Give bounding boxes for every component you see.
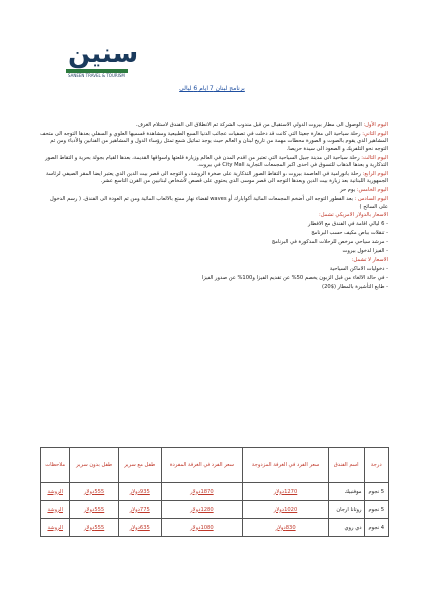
cell-single: 1870دولار [161,483,243,501]
day-text: الوصول الى مطار بيروت الدولي الاستقبال من قبل مندوب الشركة ثم الانطلاق الى الفندق لاستلام الغرف. [135,122,364,128]
header-double: سعر الفرد في الغرفة المزدوجة [243,448,328,483]
cell-notes: الروشة [41,483,70,501]
header-grade: درجة [364,448,388,483]
day-text: رحلة سياحية الى مغارة جعيتا التي كانت قد دخلت في تصفيات عجائب الدنيا السبع الطبيعية ومشاهدة قسميها العلوي و السفلي بعدها التوجه الى متحف المشاهير الذي يقوم بالصوت و الصورة محطات مهمة من تاريخ لبنان و العالم حيث يوجد تماثيل شمع تمثل رؤساء الدول و المشاهير من الفنانين والأدباء ومن ثم التوجه نحو التلفريك و الصعود الى سيدة حريصا. [40,130,388,152]
header-hotel: اسم الفندق [328,448,364,483]
cell-child-nobed: 555دولار [70,483,118,501]
day-label: اليوم الرابع: [362,170,388,177]
day-label: اليوم الخامس: [356,187,388,194]
include-item: - الفيزا لدخول بيروت [342,248,388,255]
cell-hotel: دي روي [328,519,364,537]
cell-child-bed: 635دولار [118,519,161,537]
program-title: برنامج لبنان 7 ايام 6 ليالي [179,85,245,92]
company-logo [62,39,139,79]
excludes-title: الاسعار لا تشمل: [351,257,388,263]
table-row [41,519,389,537]
header-child-nobed: طفل بدون سرير [70,448,118,483]
day-3 [40,155,388,170]
cell-child-bed: 935دولار [118,483,161,501]
cell-notes: الروشة [41,519,70,537]
cell-single: 1280دولار [161,501,243,519]
day-5 [40,187,388,194]
include-item: - تنقلات بباص مكيف حسب البرنامج [311,230,388,237]
includes-title: الاسعار بالدولار الامريكي تشمل: [319,212,388,219]
exclude-item: - دخوليات الاماكن السياحية [329,265,388,272]
day-label: اليوم الثاني: [362,130,388,137]
cell-child-nobed: 555دولار [70,519,118,537]
cell-notes: الروشة [41,501,70,519]
cell-double: 830دولار [243,519,328,537]
include-item: - مرشد سياحي مرخص للرحلات المذكورة في البرنامج [271,239,388,246]
header-single: سعر الفرد في الغرفة المفردة [161,448,243,483]
day-6 [40,196,388,211]
day-label: اليوم الأول: [363,122,388,128]
header-child-bed: طفل مع سرير [118,448,161,483]
logo-text: سنين [68,39,139,69]
table-row [41,483,389,501]
day-1 [40,122,388,129]
day-label: اليوم السادس : [354,196,388,203]
table-row [41,501,389,519]
cell-single: 1080دولار [161,519,243,537]
logo-subtitle: SANEEN TRAVEL & TOURISM [68,73,125,78]
day-text: رحلة بانورامية في العاصمة بيروت ،و التقاط الصور التذكارية على صخرة الروشة، و التوجه الى قصر بيت الدين الذي يعتبر ايضا المقر الصيفي لرئاسة الجمهورية اللبنانية بعد زيارة بيت الدين وبعدها التوجه الى قصر موسى الذي يحتوي على قصص لأشخاص لبنانيين من القرن التاسع عشر. [45,170,388,185]
exclude-item: - في حالة الالغاء من قبل الزبون يخصم 50% عن تقديم الفيزا و100% عن صدور الفيزا [201,274,388,281]
day-2 [40,131,388,153]
cell-grade: 4 نجوم [364,519,388,537]
day-text: رحلة سياحية الى مدينة جبيل السياحية التي تعتبر من اقدم المدن في العالم وزيارة قلعتها واسواقها القديمة، بعدها القيام بجولة بحرية و التقاط الصور التذكارية و بعدها الذهاب للتسوق في احدى اكبر المجمعات التجارية City Mall في بيروت. [45,154,388,169]
exclude-item: - طابع التأشيرة بالمطار ($20) [322,283,388,290]
cell-grade: 5 نجوم [364,483,388,501]
include-item: - 6 ليالي اقامة في الفندق مع الافطار [308,221,388,228]
day-label: اليوم الثالث: [361,154,388,161]
cell-double: 1270دولار [243,483,328,501]
cell-double: 1020دولار [243,501,328,519]
cell-hotel: روتانا ارجان [328,501,364,519]
cell-hotel: موفنبيك [328,483,364,501]
cell-grade: 5 نجوم [364,501,388,519]
cell-child-bed: 775دولار [118,501,161,519]
cell-child-nobed: 555دولار [70,501,118,519]
table-header-row [41,448,389,483]
prices-table [40,447,389,537]
day-text: بعد الفطور التوجه الى أضخم المجمعات المائية أكوابارك أو waves لقضاء نهار ممتع بالالعاب المائية ومن ثم العودة الى الفندق. ( رسم الدخول على السائح ) [50,196,388,210]
day-4 [40,171,388,186]
day-text: يوم حر [340,187,357,194]
header-notes: ملاحظات [41,448,70,483]
program-content [40,122,388,293]
